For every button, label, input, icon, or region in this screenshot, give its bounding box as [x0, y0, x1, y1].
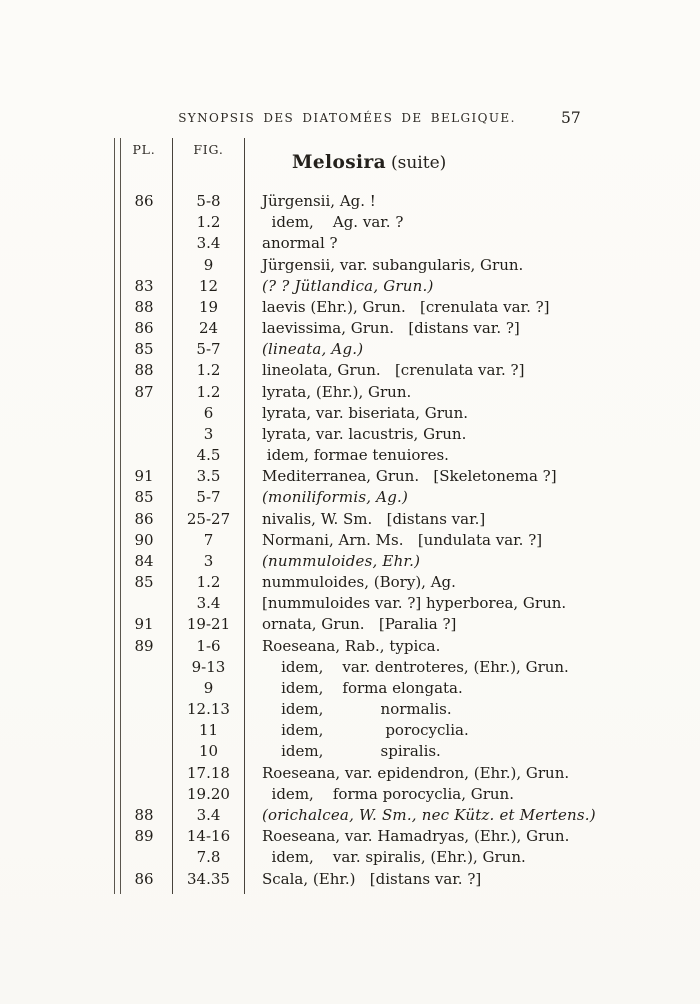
species-name: lyrata, var. lacustris, Grun.: [262, 424, 467, 443]
figure-number: 1.2: [196, 573, 221, 592]
table-row: [0, 636, 700, 657]
figure-number: 19.20: [187, 784, 230, 803]
figure-number: 34.35: [187, 869, 230, 888]
table-row: [0, 720, 700, 741]
table-row: [0, 233, 700, 254]
table-row: [0, 530, 700, 551]
plate-number: 85: [134, 573, 154, 592]
figure-number: 4.5: [196, 446, 221, 465]
plate-number: 87: [134, 382, 154, 401]
figure-number: 3.4: [196, 594, 221, 613]
table-row: [0, 869, 700, 890]
table-row: [0, 382, 700, 403]
figure-number: 7.8: [196, 848, 221, 867]
species-name: (nummuloides, Ehr.): [262, 551, 421, 570]
plate-number: 85: [134, 488, 154, 507]
species-name: idem, Ag. var. ?: [262, 213, 404, 232]
figure-number: 1.2: [196, 382, 221, 401]
table-row: [0, 466, 700, 487]
plate-number: 90: [134, 530, 154, 549]
table-row: [0, 593, 700, 614]
species-name: idem, var. dentroteres, (Ehr.), Grun.: [262, 657, 569, 676]
plate-number: 89: [134, 827, 154, 846]
table-row: [0, 424, 700, 445]
title-qualifier: (suite): [391, 153, 447, 173]
running-header: SYNOPSIS DES DIATOMÉES DE BELGIQUE.: [178, 111, 516, 125]
plate-number: 91: [134, 467, 154, 486]
figure-number: 12: [198, 276, 219, 295]
table-rows: [0, 191, 700, 890]
figure-number: 24: [198, 319, 219, 338]
figure-number: 5-7: [196, 340, 221, 359]
figure-number: 1.2: [196, 361, 221, 380]
table-row: [0, 614, 700, 635]
figure-number: 3.4: [196, 805, 221, 824]
table-row: [0, 741, 700, 762]
table-row: [0, 678, 700, 699]
figure-number: 9: [203, 255, 214, 274]
table-row: [0, 826, 700, 847]
table-row: [0, 445, 700, 466]
plate-number: 86: [134, 509, 154, 528]
species-name: idem, forma elongata.: [262, 678, 463, 697]
genus-name: Melosira: [292, 152, 386, 173]
plate-number: 85: [134, 340, 154, 359]
species-name: idem, forma porocyclia, Grun.: [262, 784, 514, 803]
figure-number: 25-27: [186, 509, 231, 528]
section-title: [292, 152, 446, 173]
table-row: [0, 318, 700, 339]
plate-number: 88: [134, 297, 154, 316]
plate-number: 88: [134, 361, 154, 380]
figure-number: 17.18: [187, 763, 230, 782]
figure-number: 19-21: [186, 615, 231, 634]
figure-number: 12.13: [187, 700, 230, 719]
species-name: lyrata, var. biseriata, Grun.: [262, 403, 469, 422]
species-name: Jürgensii, var. subangularis, Grun.: [262, 255, 524, 274]
table-row: [0, 255, 700, 276]
species-name: Jürgensii, Ag. !: [262, 192, 376, 210]
table-row: [0, 699, 700, 720]
table-row: [0, 360, 700, 381]
figure-number: 1.2: [196, 213, 221, 232]
figure-number: 3.5: [196, 467, 221, 486]
table-row: [0, 339, 700, 360]
species-name: Normani, Arn. Ms. [undulata var. ?]: [262, 530, 543, 549]
table-row: [0, 297, 700, 318]
table-row: [0, 509, 700, 530]
column-header-plate: PL.: [132, 142, 156, 157]
species-name: (? ? Jütlandica, Grun.): [262, 276, 434, 295]
species-name: idem, normalis.: [262, 700, 452, 719]
page-number: 57: [561, 109, 581, 127]
table-row: [0, 212, 700, 233]
species-name: Scala, (Ehr.) [distans var. ?]: [262, 869, 482, 888]
table-row: [0, 551, 700, 572]
figure-number: 7: [203, 530, 214, 549]
figure-number: 3.4: [196, 234, 221, 253]
column-header-figure: FIG.: [193, 142, 224, 157]
species-name: laevis (Ehr.), Grun. [crenulata var. ?]: [262, 297, 550, 316]
species-name: idem, var. spiralis, (Ehr.), Grun.: [262, 848, 526, 867]
species-name: idem, formae tenuiores.: [262, 446, 449, 465]
figure-number: 6: [203, 403, 214, 422]
plate-number: 88: [134, 805, 154, 824]
species-name: lineolata, Grun. [crenulata var. ?]: [262, 361, 525, 380]
species-name: Mediterranea, Grun. [Skeletonema ?]: [262, 467, 557, 486]
figure-number: 5-8: [196, 192, 221, 210]
plate-number: 91: [134, 615, 154, 634]
species-name: [nummuloides var. ?] hyperborea, Grun.: [262, 594, 567, 613]
plate-number: 84: [134, 551, 154, 570]
species-name: (lineata, Ag.): [262, 340, 364, 359]
species-name: (moniliformis, Ag.): [262, 488, 409, 507]
table-row: [0, 784, 700, 805]
species-name: ornata, Grun. [Paralia ?]: [262, 615, 457, 634]
species-name: anormal ?: [262, 234, 338, 253]
table-row: [0, 403, 700, 424]
table-row: [0, 276, 700, 297]
species-name: laevissima, Grun. [distans var. ?]: [262, 319, 520, 338]
figure-number: 9: [203, 678, 214, 697]
figure-number: 3: [203, 551, 214, 570]
table-row: [0, 763, 700, 784]
figure-number: 19: [198, 297, 219, 316]
species-name: nivalis, W. Sm. [distans var.]: [262, 509, 486, 528]
table-row: [0, 847, 700, 868]
table-row: [0, 487, 700, 508]
plate-number: 86: [134, 192, 154, 210]
species-name: idem, spiralis.: [262, 742, 441, 761]
figure-number: 3: [203, 424, 214, 443]
species-name: Roeseana, Rab., typica.: [262, 636, 441, 655]
table-row: [0, 657, 700, 678]
species-name: (orichalcea, W. Sm., nec Kütz. et Mertens.): [262, 805, 596, 824]
table-row: [0, 572, 700, 593]
figure-number: 11: [198, 721, 219, 740]
plate-number: 83: [134, 276, 154, 295]
plate-number: 86: [134, 869, 154, 888]
species-name: Roeseana, var. epidendron, (Ehr.), Grun.: [262, 763, 570, 782]
figure-number: 14-16: [186, 827, 231, 846]
species-name: idem, porocyclia.: [262, 721, 469, 740]
figure-number: 9-13: [191, 657, 226, 676]
figure-number: 10: [198, 742, 219, 761]
figure-number: 1-6: [196, 636, 221, 655]
plate-number: 86: [134, 319, 154, 338]
species-name: lyrata, (Ehr.), Grun.: [262, 382, 412, 401]
species-name: Roeseana, var. Hamadryas, (Ehr.), Grun.: [262, 827, 570, 846]
table-row: [0, 805, 700, 826]
figure-number: 5-7: [196, 488, 221, 507]
table-row: [0, 191, 700, 212]
species-name: nummuloides, (Bory), Ag.: [262, 573, 456, 592]
plate-number: 89: [134, 636, 154, 655]
